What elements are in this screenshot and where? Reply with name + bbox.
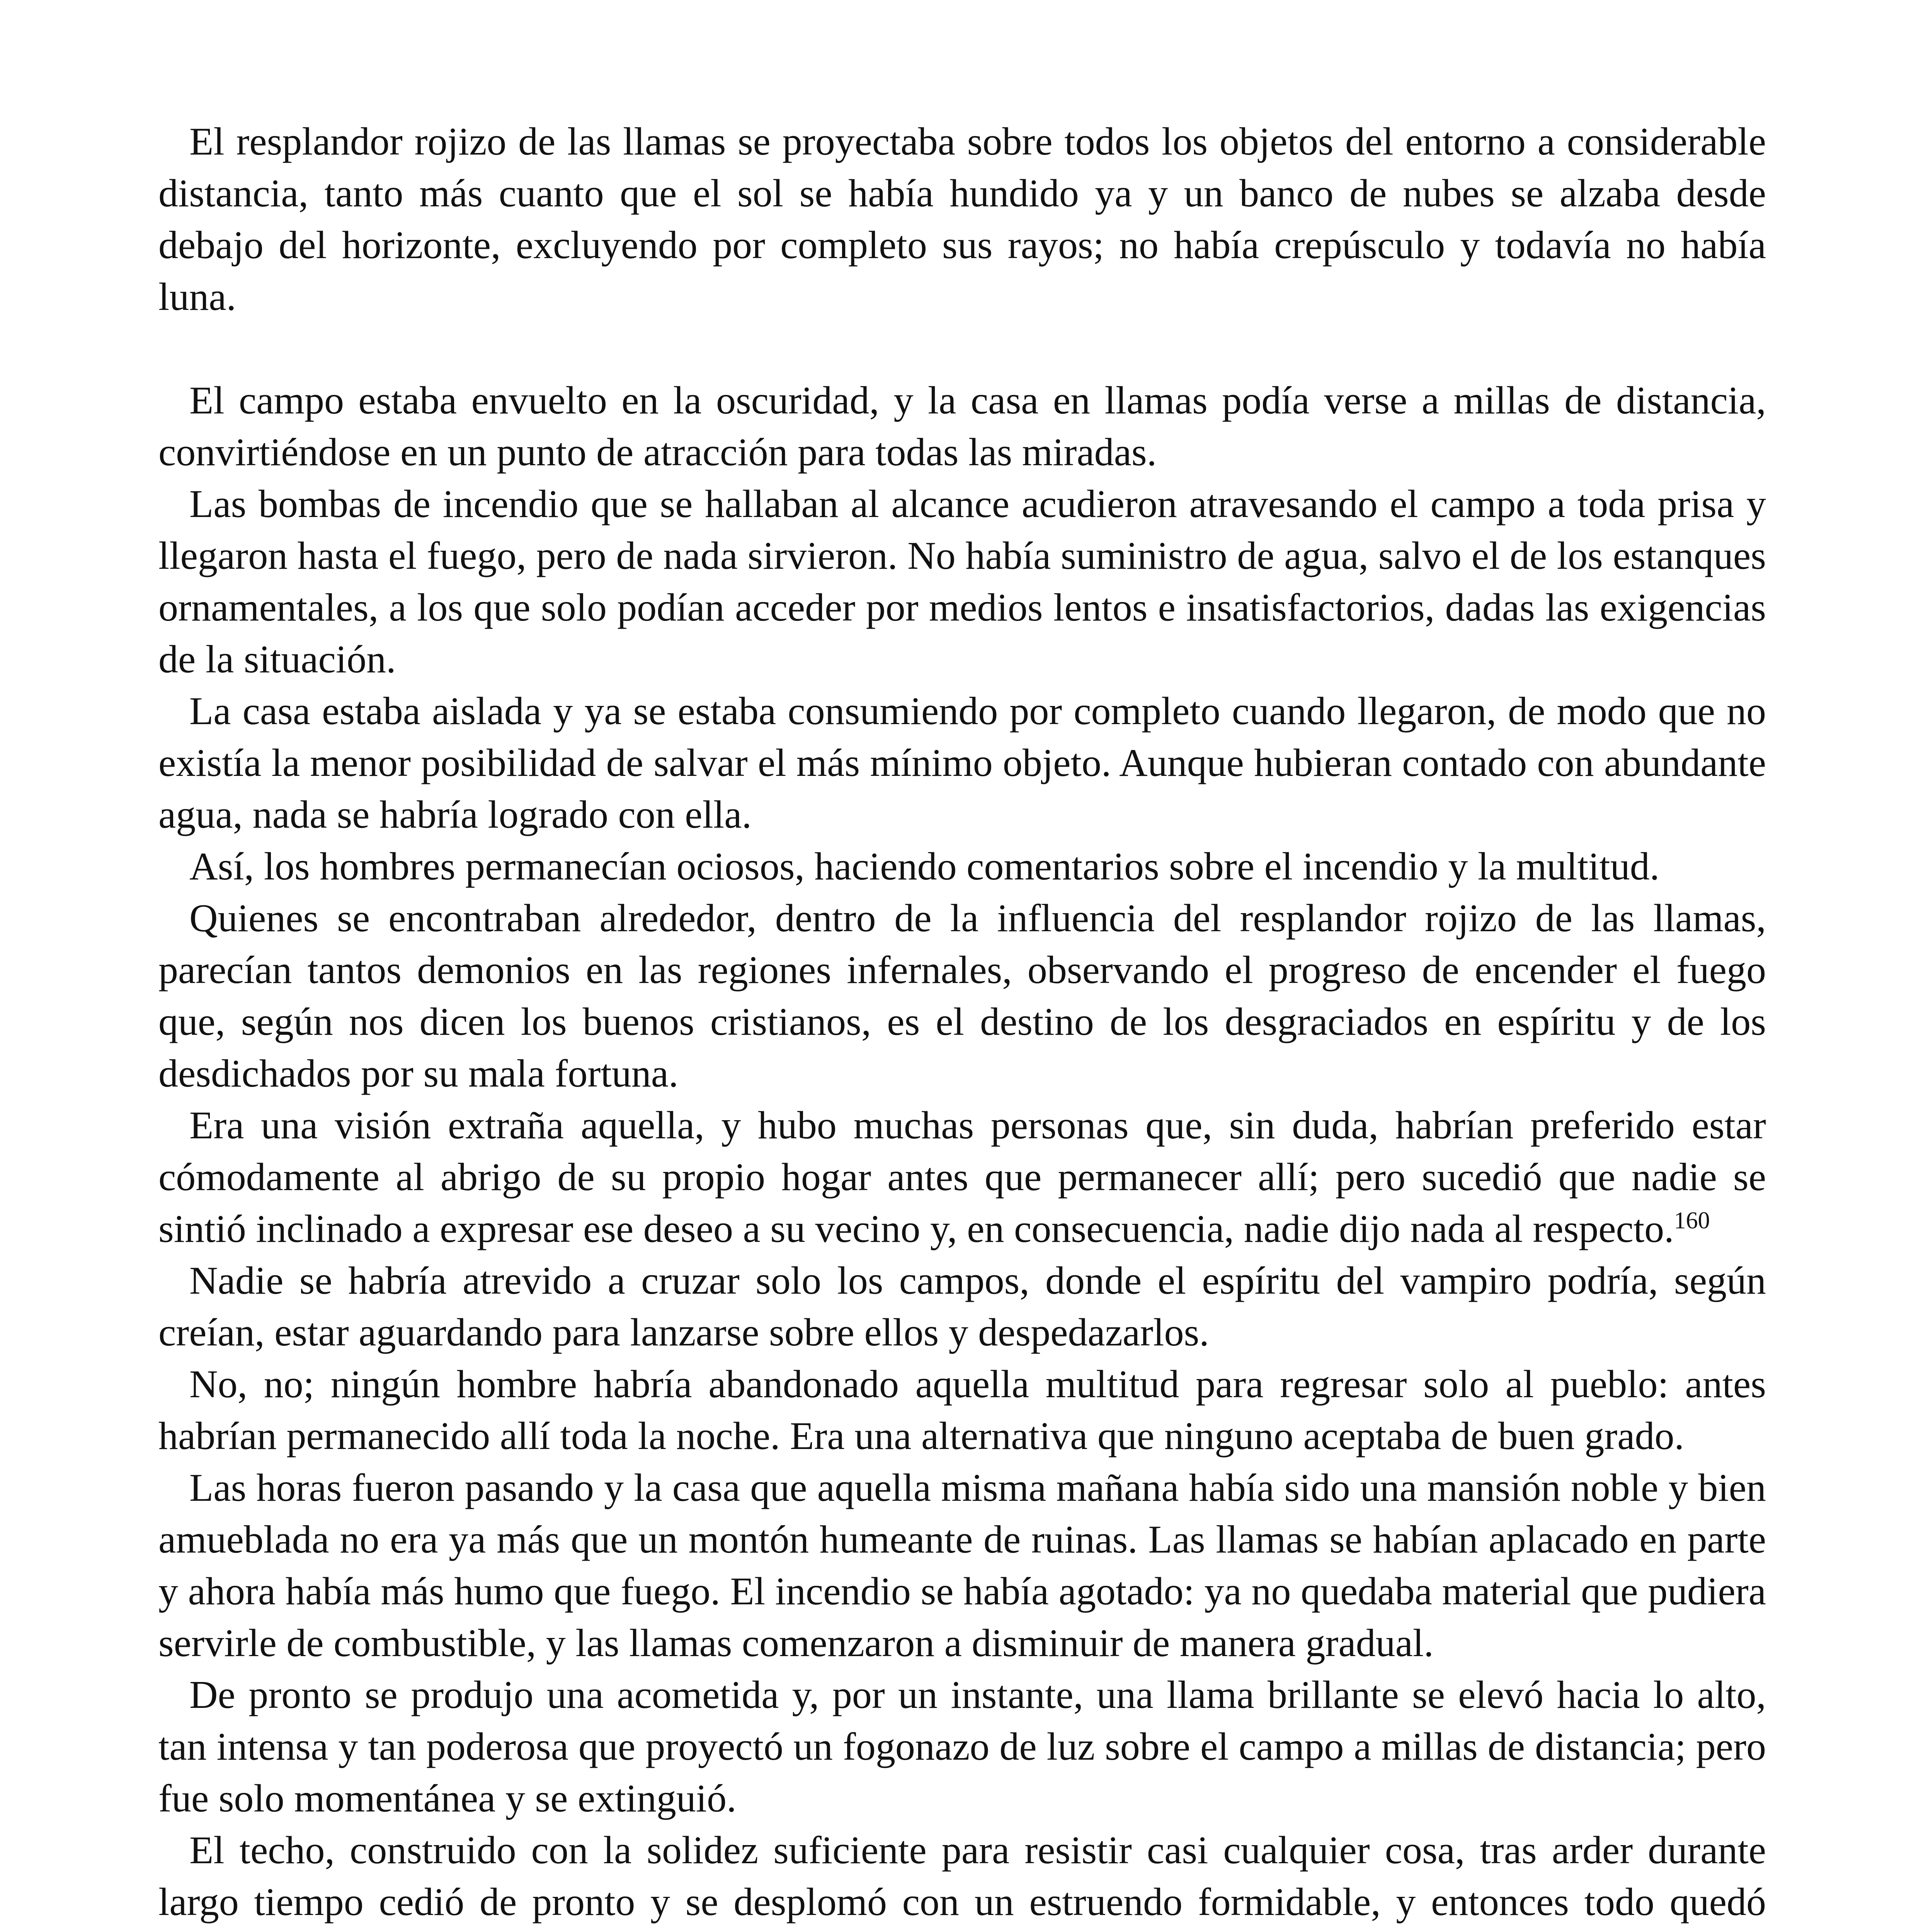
paragraph-text: Era una visión extraña aquella, y hubo muchas personas que, sin duda, habrían preferido estar cómodamente al abrigo de su propio hogar antes que permanecer allí; pero sucedió que nadie se sintió inclinado a expresar ese deseo a su vecino y, en consecuencia, nadie dijo nada al respecto. bbox=[158, 1104, 1766, 1251]
paragraph: El campo estaba envuelto en la oscuridad, y la casa en llamas podía verse a millas de distancia, convirtiéndose en un punto de atracción para todas las miradas. bbox=[158, 379, 1766, 474]
paragraph: No, no; ningún hombre habría abandonado aquella multitud para regresar solo al pueblo: antes habrían permanecido allí toda la noche. Era una alternativa que ninguno aceptaba de buen grado. bbox=[158, 1362, 1766, 1458]
paragraph: La casa estaba aislada y ya se estaba consumiendo por completo cuando llegaron, de modo que no existía la menor posibilidad de salvar el más mínimo objeto. Aunque hubieran contado con abundante agua, nada se habría logrado con ella. bbox=[158, 689, 1766, 837]
paragraph: Las horas fueron pasando y la casa que aquella misma mañana había sido una mansión noble y bien amueblada no era ya más que un montón humeante de ruinas. Las llamas se habían aplacado en parte y ahora había más humo que fuego. El incendio se había agotado: ya no quedaba material que pudiera servirle de combustible, y las llamas comenzaron a disminuir de manera gradual. bbox=[158, 1466, 1766, 1665]
paragraph: De pronto se produjo una acometida y, por un instante, una llama brillante se elevó hacia lo alto, tan intensa y tan poderosa que proyectó un fogonazo de luz sobre el campo a millas de distancia; pero fue solo momentánea y se extinguió. bbox=[158, 1673, 1766, 1820]
paragraph: Quienes se encontraban alrededor, dentro de la influencia del resplandor rojizo de las llamas, parecían tantos demonios en las regiones infernales, observando el progreso de encender el fuego que, según nos dicen los buenos cristianos, es el destino de los desgraciados en espíritu y de los desdichados por su mala fortuna. bbox=[158, 896, 1766, 1095]
paragraph: Las bombas de incendio que se hallaban al alcance acudieron atravesando el campo a toda prisa y llegaron hasta el fuego, pero de nada sirvieron. No había suministro de agua, salvo el de los estanques ornamentales, a los que solo podían acceder por medios lentos e insatisfactorios, dadas las exigencias de la situación. bbox=[158, 482, 1766, 681]
footnote-reference[interactable]: 160 bbox=[1674, 1208, 1710, 1234]
body-text bbox=[158, 116, 1766, 1932]
paragraph: El techo, construido con la solidez suficiente para resistir casi cualquier cosa, tras arder durante largo tiempo cedió de pronto y se desplomó con un estruendo formidable, y entonces todo quedó bbox=[158, 1828, 1766, 1924]
paragraph-with-footnote-ref bbox=[158, 1100, 1766, 1255]
paragraph: El resplandor rojizo de las llamas se proyectaba sobre todos los objetos del entorno a considerable distancia, tanto más cuanto que el sol se había hundido ya y un banco de nubes se alzaba desde debajo del horizonte, excluyendo por completo sus rayos; no había crepúsculo y todavía no había luna. bbox=[158, 120, 1766, 319]
paragraph: Nadie se habría atrevido a cruzar solo los campos, donde el espíritu del vampiro podría, según creían, estar aguardando para lanzarse sobre ellos y despedazarlos. bbox=[158, 1259, 1766, 1354]
paragraph: Así, los hombres permanecían ociosos, haciendo comentarios sobre el incendio y la multitud. bbox=[189, 845, 1660, 888]
